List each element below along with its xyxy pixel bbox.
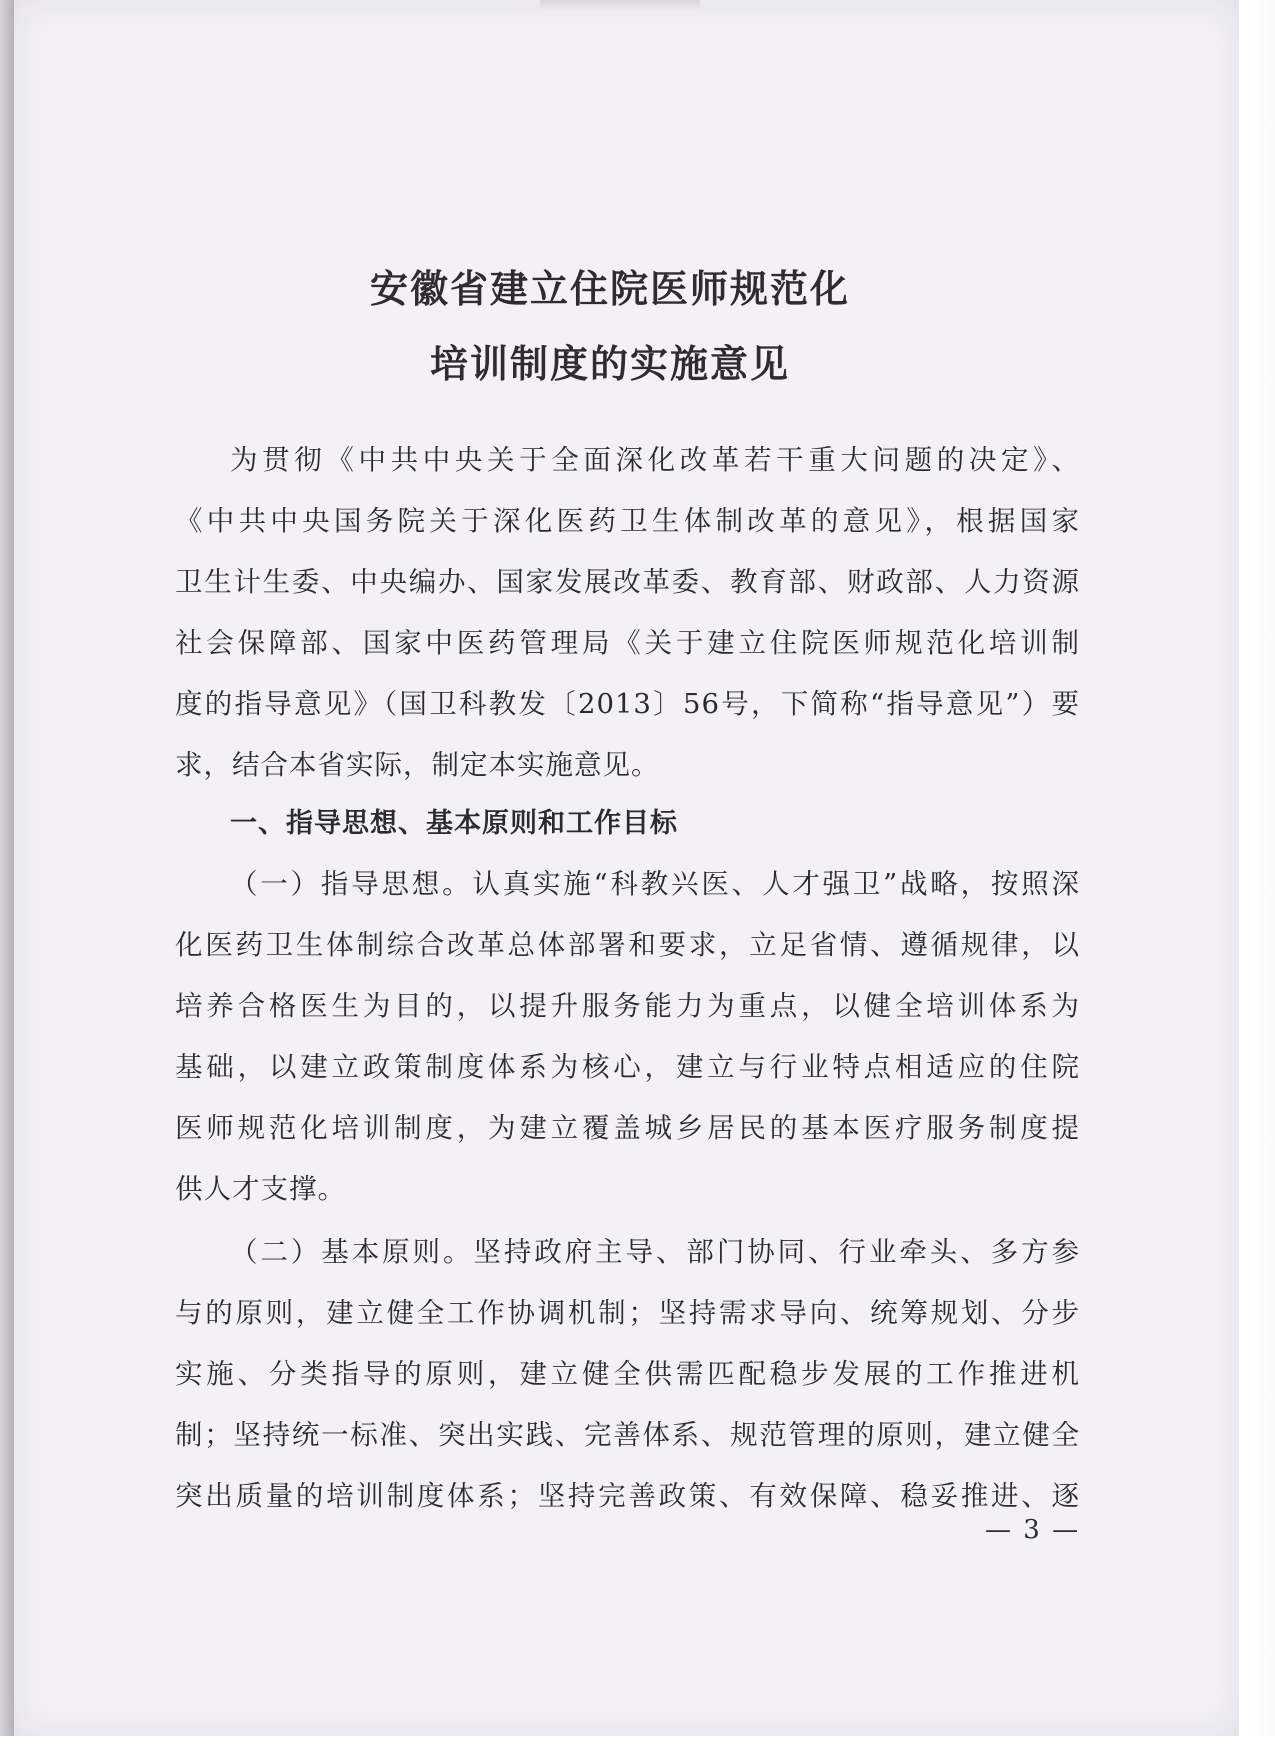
scan-right-margin [1247,0,1275,1754]
body-line-12: 医师规范化培训制度，为建立覆盖城乡居民的基本医疗服务制度提 [175,1112,1080,1144]
body-line-15: 与的原则，建立健全工作协调机制；坚持需求导向、统筹规划、分步 [175,1297,1080,1329]
body-line-17: 制；坚持统一标准、突出实践、完善体系、规范管理的原则，建立健全 [175,1419,1080,1451]
body-line-11: 基础，以建立政策制度体系为核心，建立与行业特点相适应的住院 [175,1051,1080,1083]
body-line-2: 《中共中央国务院关于深化医药卫生体制改革的意见》，根据国家 [175,505,1080,537]
document-title-line-1: 安徽省建立住院医师规范化 [369,266,850,311]
body-line-4: 社会保障部、国家中医药管理局《关于建立住院医师规范化培训制 [175,627,1080,659]
body-line-3: 卫生计生委、中央编办、国家发展改革委、教育部、财政部、人力资源 [175,566,1080,598]
body-line-18: 突出质量的培训制度体系；坚持完善政策、有效保障、稳妥推进、逐 [175,1480,1080,1512]
body-line-1: 为贯彻《中共中央关于全面深化改革若干重大问题的决定》、 [230,444,1080,476]
body-line-10: 培养合格医生为目的，以提升服务能力为重点，以健全培训体系为 [175,990,1080,1022]
scan-artifact [540,0,700,10]
body-line-14: （二）基本原则。坚持政府主导、部门协同、行业牵头、多方参 [230,1236,1080,1268]
body-line-13: 供人才支撑。 [175,1173,346,1205]
body-line-5: 度的指导意见》（国卫科教发〔2013〕56号，下简称“指导意见”）要 [175,688,1080,720]
page-number: — 3 — [985,1515,1081,1545]
scan-bottom-margin [0,1736,1275,1754]
body-line-16: 实施、分类指导的原则，建立健全供需匹配稳步发展的工作推进机 [175,1358,1080,1390]
body-line-9: 化医药卫生体制综合改革总体部署和要求，立足省情、遵循规律，以 [175,929,1080,961]
body-line-6: 求，结合本省实际，制定本实施意见。 [175,749,660,781]
document-title-line-2: 培训制度的实施意见 [429,341,790,386]
section-heading-1: 一、指导思想、基本原则和工作目标 [230,808,678,839]
body-line-8: （一）指导思想。认真实施“科教兴医、人才强卫”战略，按照深 [230,868,1080,900]
